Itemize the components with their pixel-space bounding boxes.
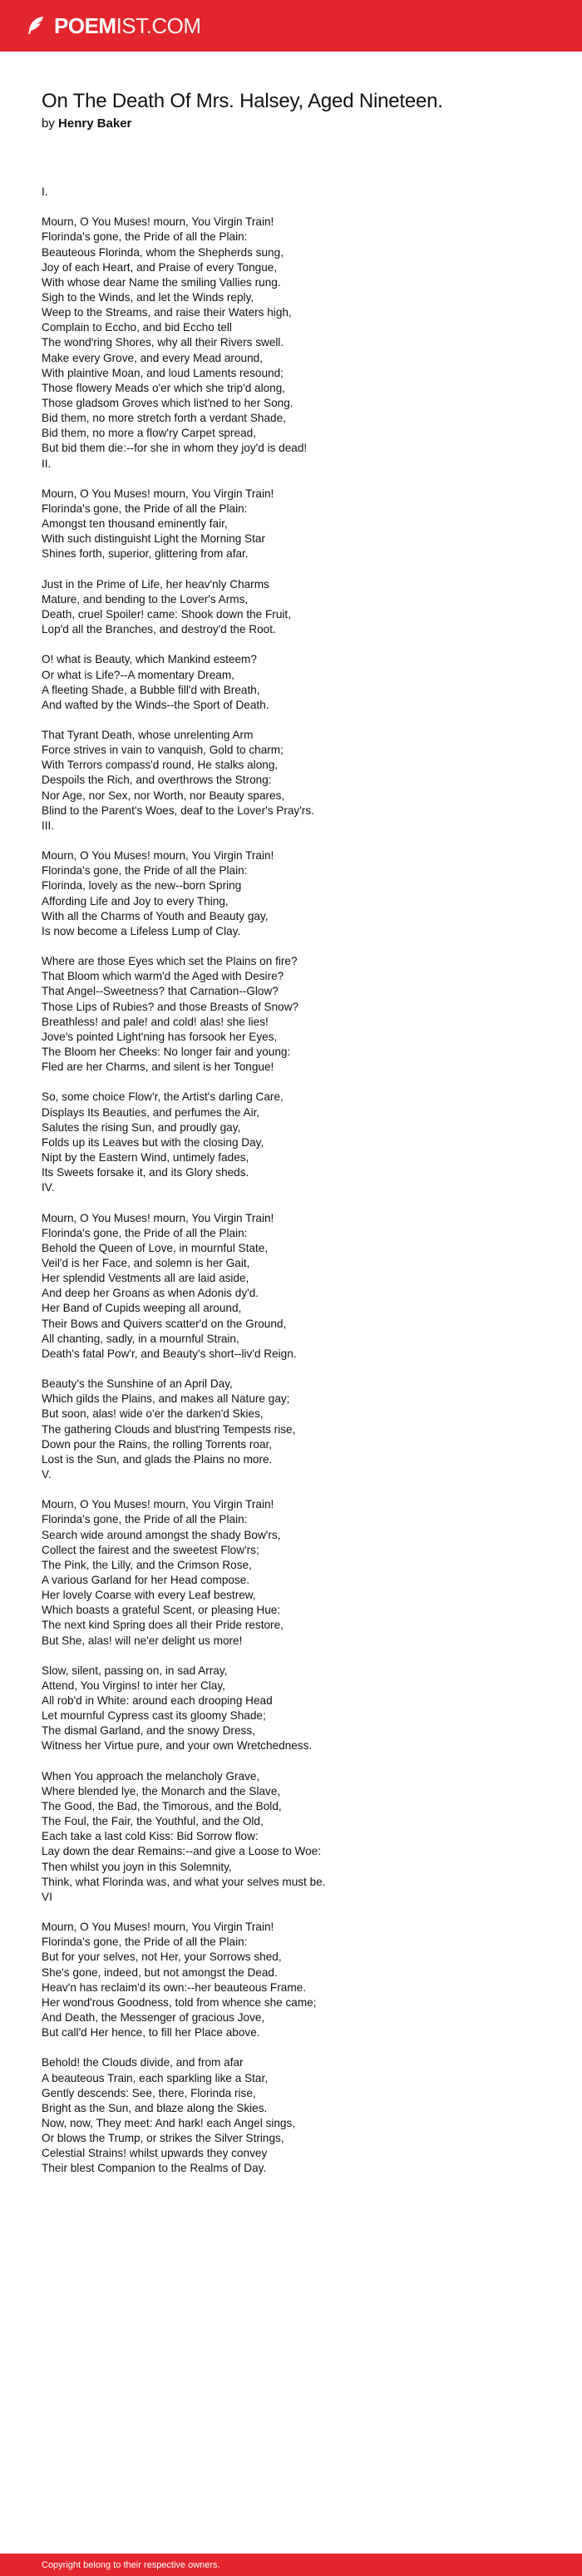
poem-line: Their blest Companion to the Realms of Day. [42, 2162, 267, 2175]
poem-line: Collect the fairest and the sweetest Flow'rs; [42, 1543, 259, 1556]
poem-line: Where are those Eyes which set the Plains on fire? [42, 955, 298, 968]
poem-line: Sigh to the Winds, and let the Winds reply, [42, 290, 254, 304]
poem-line: Force strives in vain to vanquish, Gold to charm; [42, 744, 284, 757]
poem-line: Lost is the Sun, and glads the Plains no more. [42, 1452, 273, 1466]
poem-line: Her Band of Cupids weeping all around, [42, 1302, 242, 1315]
poem-line: She's gone, indeed, but not amongst the Dead. [42, 1965, 278, 1979]
poem-line: Affording Life and Joy to every Thing, [42, 894, 229, 907]
poem-line: And Death, the Messenger of gracious Jove, [42, 2011, 265, 2025]
poem-line: Mourn, O You Muses! mourn, You Virgin Train! [42, 215, 274, 229]
poem-line: Bright as the Sun, and blaze along the Skies. [42, 2101, 268, 2114]
poem-line: Florinda's gone, the Pride of all the Plain: [42, 230, 248, 244]
poem-line: Let mournful Cypress cast its gloomy Shade; [42, 1709, 266, 1723]
poem-line: Beauty's the Sunshine of an April Day, [42, 1377, 233, 1391]
poem-line: IV. [42, 1181, 55, 1194]
poem-line: I. [42, 185, 48, 198]
poem-line: A fleeting Shade, a Bubble fill'd with Breath, [42, 683, 260, 696]
poem-line: Search wide around amongst the shady Bow'rs, [42, 1528, 281, 1541]
poem-line: II. [42, 457, 52, 470]
site-header [0, 0, 582, 52]
poem-line: Lop'd all the Branches, and destroy'd the Root. [42, 623, 276, 636]
poem-line: Or what is Life?--A momentary Dream, [42, 668, 234, 681]
stanza-break [42, 562, 557, 577]
poem-line: Mourn, O You Muses! mourn, You Virgin Train! [42, 1498, 274, 1511]
poem-line: Nor Age, nor Sex, nor Worth, nor Beauty spares, [42, 789, 285, 802]
poem-line: With whose dear Name the smiling Vallies rung. [42, 275, 281, 289]
poem-line: Folds up its Leaves but with the closing Day, [42, 1135, 264, 1149]
poem-line: So, some choice Flow'r, the Artist's darling Care, [42, 1090, 284, 1104]
poem-line: III. [42, 818, 55, 832]
poem-line: Death's fatal Pow'r, and Beauty's short--liv'd Reign. [42, 1347, 297, 1360]
stanza-break [42, 637, 557, 652]
stanza-break [42, 1362, 557, 1377]
poem-line: The next kind Spring does all their Pride restore, [42, 1619, 284, 1632]
stanza-break [42, 1754, 557, 1769]
poem-line: Death, cruel Spoiler! came: Shook down the Fruit, [42, 607, 291, 621]
site-footer [0, 2554, 582, 2576]
poem-line: Breathless! and pale! and cold! alas! she lies! [42, 1015, 269, 1028]
poem-line: Lay down the dear Remains:--and give a Loose to Woe: [42, 1845, 322, 1858]
poem-line: All rob'd in White: around each drooping Head [42, 1694, 273, 1708]
poem-line: That Angel--Sweetness? that Carnation--Glow? [42, 985, 279, 998]
poem-line: Those Lips of Rubies? and those Breasts of Snow? [42, 1000, 299, 1013]
brand-name-light: IST.COM [116, 13, 201, 38]
poem-line: Displays Its Beauties, and perfumes the Air, [42, 1105, 260, 1119]
poem-line: Shines forth, superior, glittering from afar. [42, 547, 249, 561]
poem-line: Then whilst you joyn in this Solemnity, [42, 1860, 232, 1873]
poem-line: Their Bows and Quivers scatter'd on the Ground, [42, 1317, 287, 1330]
poem-line: Heav'n has reclaim'd its own:--her beauteous Frame. [42, 1980, 306, 1994]
brand-name-bold: POEM [54, 13, 116, 38]
poem-line: Its Sweets forsake it, and its Glory sheds. [42, 1166, 249, 1179]
poem-line: O! what is Beauty, which Mankind esteem? [42, 653, 257, 666]
poem-line: The Good, the Bad, the Timorous, and the Bold, [42, 1800, 282, 1813]
poem-line: The Bloom her Cheeks: No longer fair and young: [42, 1046, 291, 1059]
poem-line: Which gilds the Plains, and makes all Nature gay; [42, 1392, 290, 1406]
poem-line: But for your selves, not Her, your Sorrows shed, [42, 1951, 282, 1964]
poem-line: Bid them, no more stretch forth a verdant Shade, [42, 412, 286, 425]
poem-line: Witness her Virtue pure, and your own Wretchedness. [42, 1739, 313, 1753]
poem-line: With such distinguisht Light the Morning Star [42, 532, 265, 546]
poem-line: Think, what Florinda was, and what your selves must be. [42, 1875, 326, 1888]
poem-line: When You approach the melancholy Grave, [42, 1769, 260, 1782]
stanza-break [42, 1482, 557, 1497]
site-logo[interactable] [25, 12, 201, 40]
stanza-break [42, 833, 557, 848]
poem-line: Those flowery Meads o'er which she trip'd along, [42, 381, 286, 394]
poem-line: Where blended lye, the Monarch and the Slave, [42, 1784, 281, 1797]
poem-line: Slow, silent, passing on, in sad Array, [42, 1664, 228, 1677]
poem-line: With Terrors compass'd round, He stalks along, [42, 759, 279, 772]
stanza-break [42, 1905, 557, 1920]
stanza-break [42, 472, 557, 487]
poem-line: The Foul, the Fair, the Youthful, and the Old, [42, 1815, 264, 1828]
poem-line: A beauteous Train, each sparkling like a Star, [42, 2071, 269, 2084]
poem-line: Veil'd is her Face, and solemn is her Gait, [42, 1256, 250, 1269]
poem-line: But She, alas! will ne'er delight us more! [42, 1634, 243, 1647]
poem-line: Those gladsom Groves which list'ned to her Song. [42, 396, 293, 409]
poem-line: Mourn, O You Muses! mourn, You Virgin Train! [42, 1921, 274, 1934]
poem-line: Weep to the Streams, and raise their Waters high, [42, 306, 292, 319]
poem-line: VI [42, 1890, 52, 1903]
byline-label: by [42, 116, 55, 131]
poem-line: That Tyrant Death, whose unrelenting Arm [42, 729, 254, 742]
poem-line: Complain to Eccho, and bid Eccho tell [42, 321, 232, 334]
poem-line: Amongst ten thousand eminently fair, [42, 517, 228, 531]
poem-line: Behold the Queen of Love, in mournful State, [42, 1241, 269, 1254]
poem-line: With all the Charms of Youth and Beauty gay, [42, 909, 269, 922]
stanza-break [42, 2040, 557, 2055]
stanza-break [42, 200, 557, 215]
poem-line: Is now become a Lifeless Lump of Clay. [42, 924, 241, 937]
poem-line: Her splendid Vestments all are laid aside, [42, 1272, 249, 1285]
poem-line: Mourn, O You Muses! mourn, You Virgin Train! [42, 849, 274, 863]
stanza-break [42, 713, 557, 728]
poem-line: But soon, alas! wide o'er the darken'd Skies, [42, 1407, 264, 1421]
author-name[interactable]: Henry Baker [58, 116, 132, 131]
poem-line: Behold! the Clouds divide, and from afar [42, 2056, 244, 2069]
brand-name [54, 12, 201, 40]
feather-icon [25, 15, 47, 37]
poem-line: Her wond'rous Goodness, told from whence she came; [42, 1995, 317, 2009]
poem-line: The gathering Clouds and blust'ring Tempests rise, [42, 1422, 296, 1436]
poem-line: The dismal Garland, and the snowy Dress, [42, 1724, 255, 1738]
poem-line: Or blows the Trump, or strikes the Silver Strings, [42, 2132, 284, 2145]
poem-line: Florinda, lovely as the new--born Spring [42, 879, 242, 892]
poem-line: Now, now, They meet: And hark! each Angel sings, [42, 2117, 296, 2129]
poem-line: Down pour the Rains, the rolling Torrents roar, [42, 1437, 273, 1451]
poem-line: Each take a last cold Kiss: Bid Sorrow flow: [42, 1830, 259, 1843]
poem-line: A various Garland for her Head compose. [42, 1573, 250, 1586]
poem-line: The wond'ring Shores, why all their Rivers swell. [42, 336, 284, 349]
poem-line: That Bloom which warm'd the Aged with Desire? [42, 970, 284, 983]
poem-line: Celestial Strains! whilst upwards they convey [42, 2147, 268, 2160]
poem-line: V. [42, 1467, 52, 1481]
poem-title: On The Death Of Mrs. Halsey, Aged Nineteen. [42, 90, 443, 112]
poem-line: And deep her Groans as when Adonis dy'd. [42, 1287, 259, 1300]
poem-line: Mature, and bending to the Lover's Arms, [42, 592, 249, 606]
poem-line: Florinda's gone, the Pride of all the Plain: [42, 1513, 248, 1526]
poem-line: Florinda's gone, the Pride of all the Plain: [42, 1226, 248, 1239]
poem-line: Make every Grove, and every Mead around, [42, 351, 263, 364]
poem-line: Attend, You Virgins! to inter her Clay, [42, 1679, 225, 1692]
poem-line: Despoils the Rich, and overthrows the Strong: [42, 774, 272, 787]
stanza-break [42, 1195, 557, 1210]
poem-line: Gently descends: See, there, Florinda rise, [42, 2086, 256, 2099]
poem-line: Florinda's gone, the Pride of all the Plain: [42, 864, 248, 878]
poem-body [42, 185, 557, 2177]
poem-line: Jove's pointed Light'ning has forsook her Eyes, [42, 1030, 278, 1043]
poem-line: Which boasts a grateful Scent, or pleasing Hue: [42, 1604, 281, 1617]
poem-line: Mourn, O You Muses! mourn, You Virgin Train! [42, 1211, 274, 1224]
poem-line: Blind to the Parent's Woes, deaf to the Lover's Pray'rs. [42, 803, 314, 817]
poem-line: All chanting, sadly, in a mournful Strain, [42, 1332, 239, 1345]
poem-line: Salutes the rising Sun, and proudly gay, [42, 1120, 241, 1134]
poem-line: Florinda's gone, the Pride of all the Plain: [42, 1936, 248, 1949]
poem-line: Fled are her Charms, and silent is her Tongue! [42, 1061, 274, 1074]
stanza-break [42, 1649, 557, 1664]
poem-line: Bid them, no more a flow'ry Carpet spread, [42, 427, 256, 440]
stanza-break [42, 939, 557, 954]
poem-line: Florinda's gone, the Pride of all the Plain: [42, 502, 248, 515]
poem-line: Just in the Prime of Life, her heav'nly Charms [42, 577, 269, 591]
stanza-break [42, 1075, 557, 1090]
poem-line: But bid them die:--for she in whom they joy'd is dead! [42, 442, 308, 455]
poem-line: With plaintive Moan, and loud Laments resound; [42, 366, 284, 379]
byline [42, 115, 557, 133]
poem-line: But call'd Her hence, to fill her Place above. [42, 2026, 260, 2040]
poem-line: Her lovely Coarse with every Leaf bestrew, [42, 1589, 256, 1602]
poem-header [42, 88, 557, 133]
poem-line: Nipt by the Eastern Wind, untimely fades, [42, 1151, 249, 1164]
poem-line: And wafted by the Winds--the Sport of Death. [42, 698, 269, 711]
poem-line: Beauteous Florinda, whom the Shepherds sung, [42, 245, 284, 259]
poem-line: The Pink, the Lilly, and the Crimson Rose, [42, 1558, 252, 1571]
poem-line: Mourn, O You Muses! mourn, You Virgin Train! [42, 487, 274, 500]
copyright-text: Copyright belong to their respective owners. [42, 2560, 220, 2570]
poem-line: Joy of each Heart, and Praise of every Tongue, [42, 260, 278, 274]
